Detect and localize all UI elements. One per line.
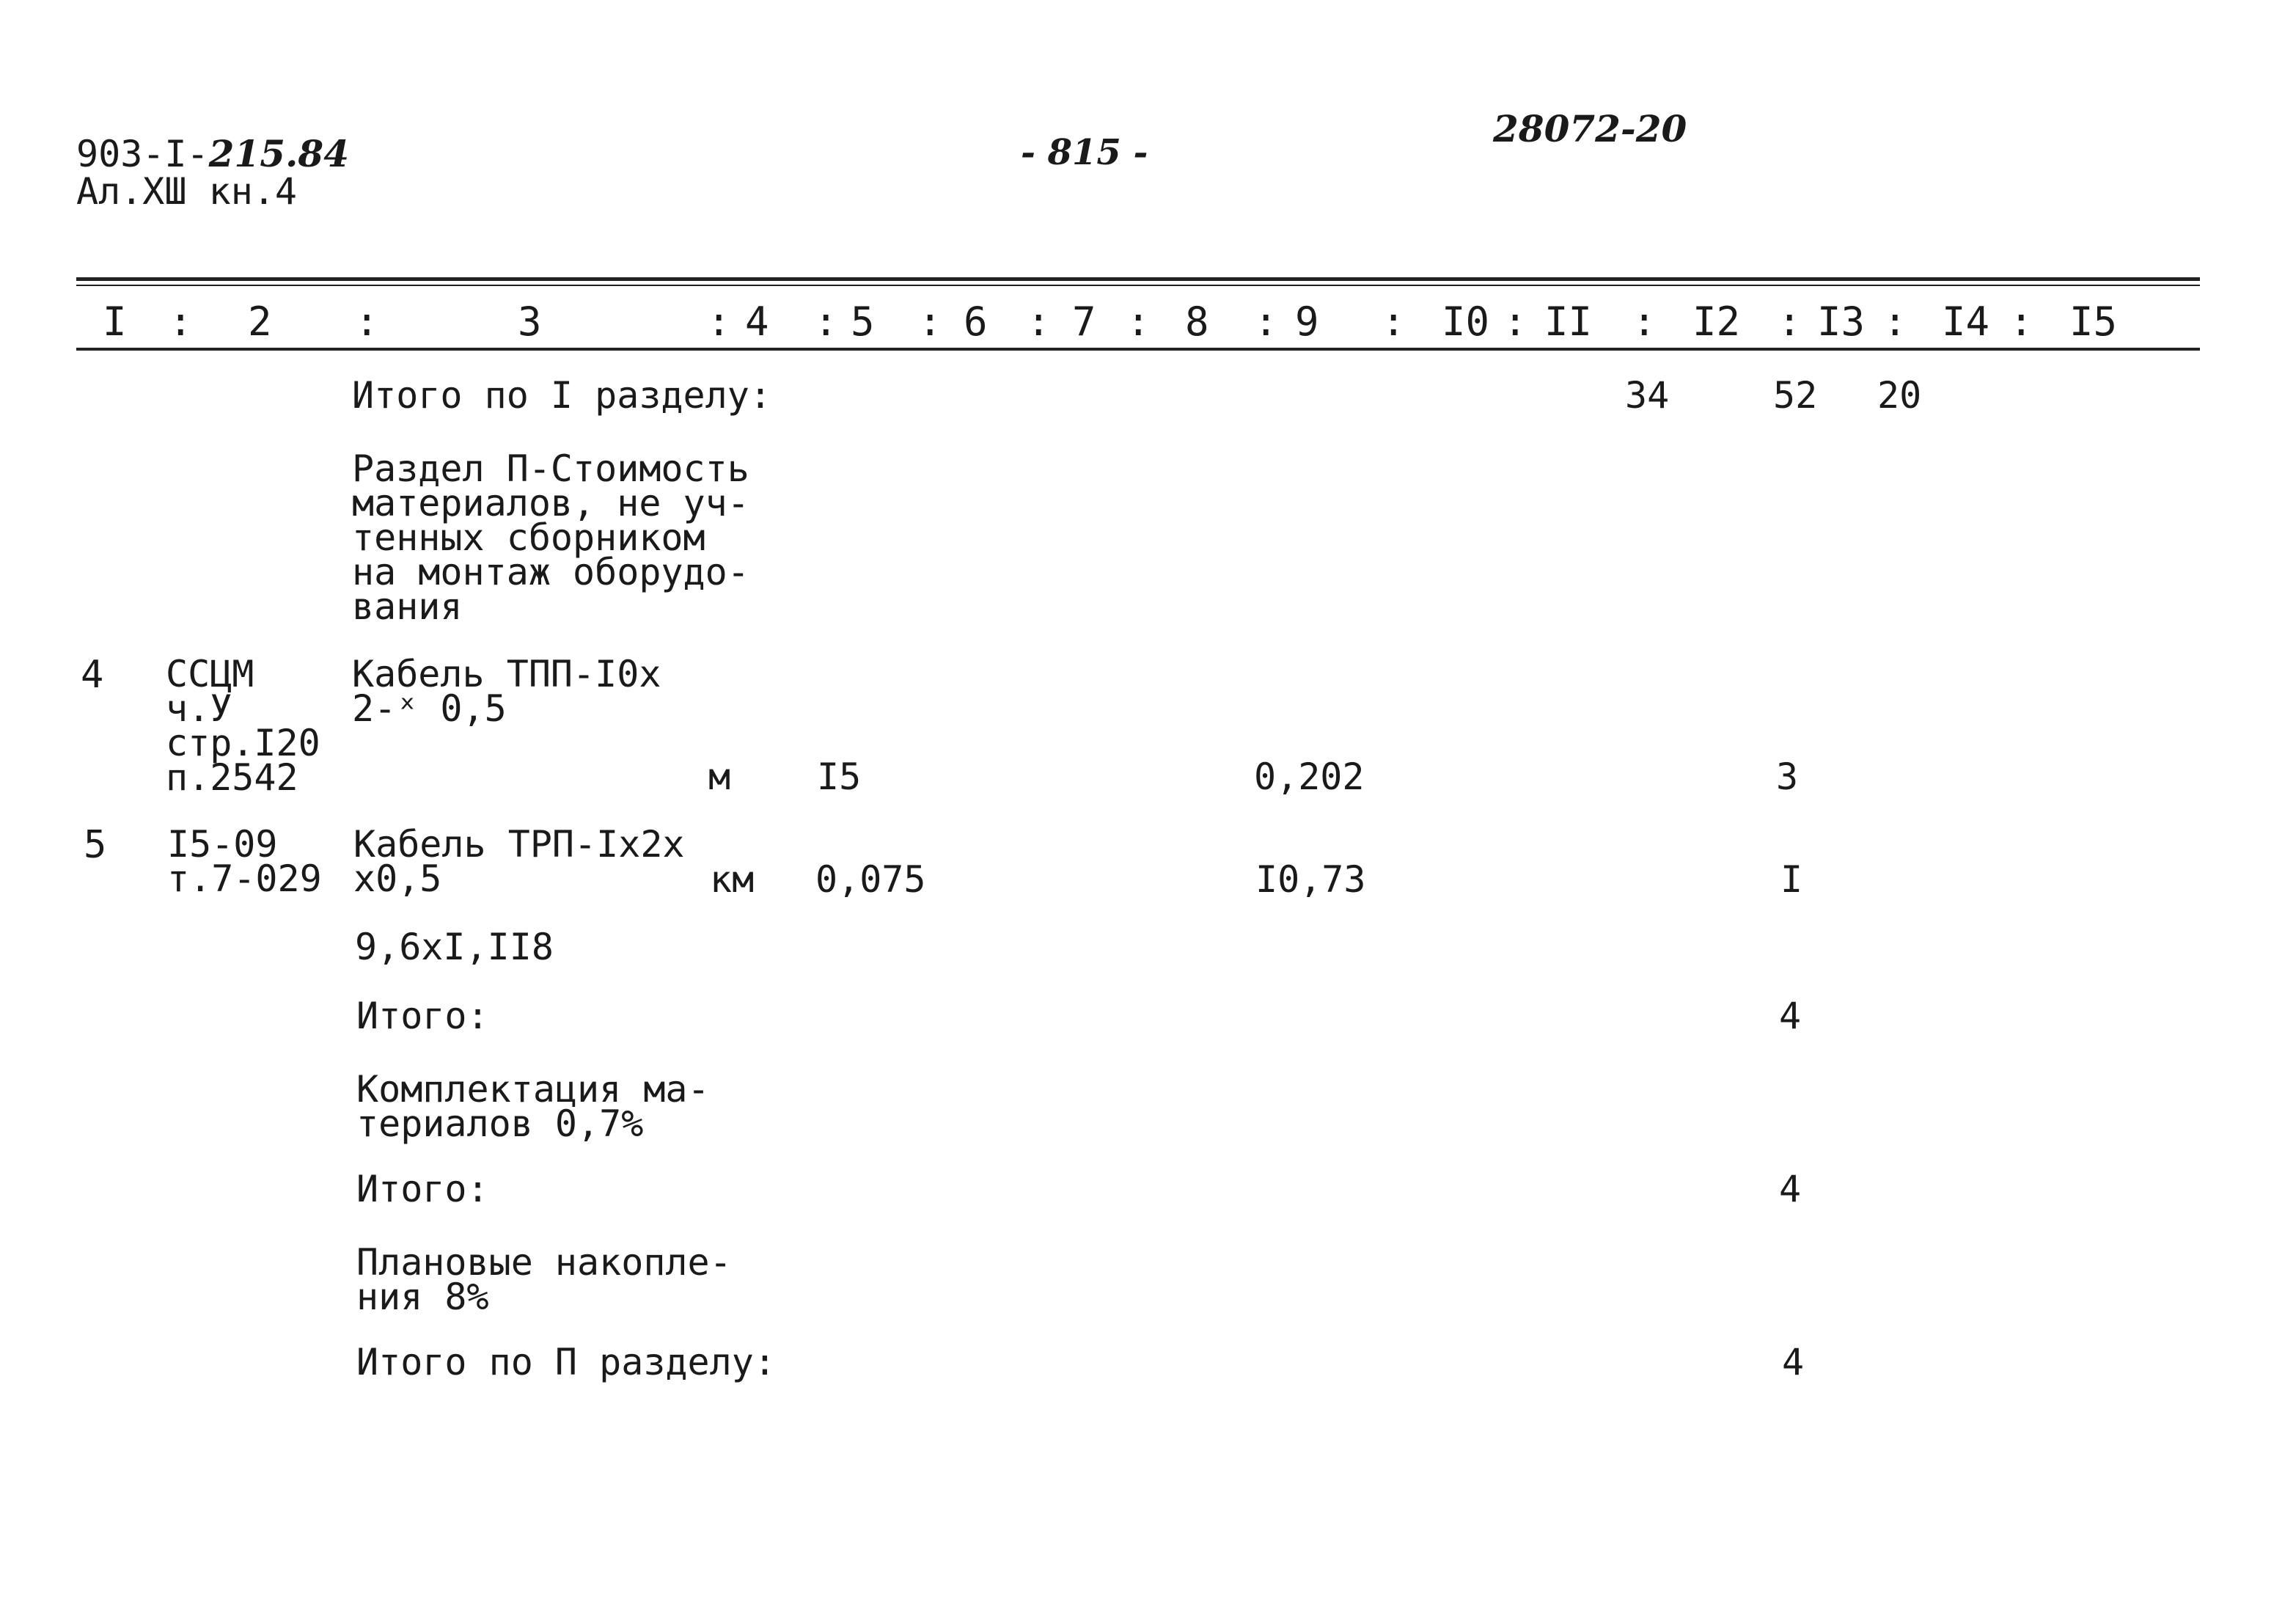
col-header-2: 2: [248, 299, 272, 345]
order-number: 28072-20: [1493, 107, 1687, 150]
cell-col-11: 34: [1625, 374, 1670, 417]
col-separator: :: [2009, 299, 2033, 345]
col-header-6: 6: [964, 299, 988, 345]
col-header-10: I0: [1442, 299, 1490, 345]
table-header-bottom-rule: [76, 348, 2200, 351]
cell-col-12: 52: [1773, 374, 1818, 417]
col-header-13: I3: [1817, 299, 1866, 345]
col-header-3: 3: [518, 299, 542, 345]
cell-col-12: 4: [1782, 1341, 1805, 1383]
col-header-4: 4: [745, 299, 769, 345]
unit-price: I0,73: [1255, 858, 1366, 901]
row-description: Комплектация ма- териалов 0,7%: [356, 1068, 710, 1145]
price-reference: I5-09 т.7-029: [167, 823, 322, 900]
cell-col-12: 3: [1776, 756, 1799, 798]
col-separator: :: [1883, 299, 1907, 345]
item-description: Кабель ТРП-Iх2х х0,5: [353, 823, 685, 900]
price-reference: ССЦМ ч.У стр.I20 п.2542: [166, 653, 320, 799]
row-description: Итого:: [356, 1168, 489, 1210]
unit-of-measure: км: [710, 858, 755, 901]
section-heading: Раздел П-Стоимость материалов, не уч- тенных сборником на монтаж оборудо- вания: [352, 447, 749, 628]
col-separator: :: [1382, 299, 1406, 345]
col-separator: :: [814, 299, 838, 345]
col-header-8: 8: [1185, 299, 1209, 345]
col-header-9: 9: [1295, 299, 1319, 345]
document-code-handwritten: 215.84: [208, 132, 349, 175]
cell-col-13: 20: [1877, 374, 1922, 417]
cell-col-12: 4: [1779, 1168, 1802, 1210]
unit-price: 0,202: [1254, 756, 1365, 798]
album-book-line: Ал.ХШ кн.4: [76, 170, 298, 213]
item-description: Кабель ТПП-I0х 2-ˣ 0,5: [352, 653, 661, 730]
quantity: 0,075: [815, 858, 926, 901]
col-separator: :: [1027, 299, 1051, 345]
col-separator: :: [1254, 299, 1278, 345]
table-top-rule-thin: [76, 285, 2200, 286]
col-separator: :: [918, 299, 942, 345]
col-header-1: I: [103, 299, 127, 345]
unit-of-measure: м: [708, 756, 731, 798]
col-header-5: 5: [851, 299, 875, 345]
col-header-11: II: [1544, 299, 1593, 345]
row-description: Итого:: [356, 995, 489, 1037]
quantity: I5: [817, 756, 862, 798]
cell-col-12: 4: [1779, 995, 1802, 1037]
table-top-rule: [76, 277, 2200, 281]
item-number: 5: [84, 823, 107, 867]
row-description: Итого по I разделу:: [352, 374, 771, 417]
item-number: 4: [81, 653, 104, 697]
calculation-note: 9,6хI,II8: [355, 926, 554, 968]
col-separator: :: [1503, 299, 1527, 345]
row-description: Плановые накопле- ния 8%: [356, 1241, 732, 1318]
col-separator: :: [1126, 299, 1151, 345]
document-code: [76, 132, 349, 175]
col-separator: :: [1632, 299, 1657, 345]
col-separator: :: [707, 299, 731, 345]
col-separator: :: [169, 299, 193, 345]
cell-col-12: I: [1780, 858, 1803, 901]
page-number: - 815 -: [1021, 132, 1148, 173]
col-separator: :: [1778, 299, 1802, 345]
document-code-prefix: 903-I-: [76, 133, 209, 175]
col-header-12: I2: [1692, 299, 1741, 345]
row-description: Итого по П разделу:: [356, 1341, 776, 1383]
col-header-7: 7: [1072, 299, 1096, 345]
col-header-14: I4: [1942, 299, 1990, 345]
col-separator: :: [355, 299, 379, 345]
col-header-15: I5: [2069, 299, 2118, 345]
